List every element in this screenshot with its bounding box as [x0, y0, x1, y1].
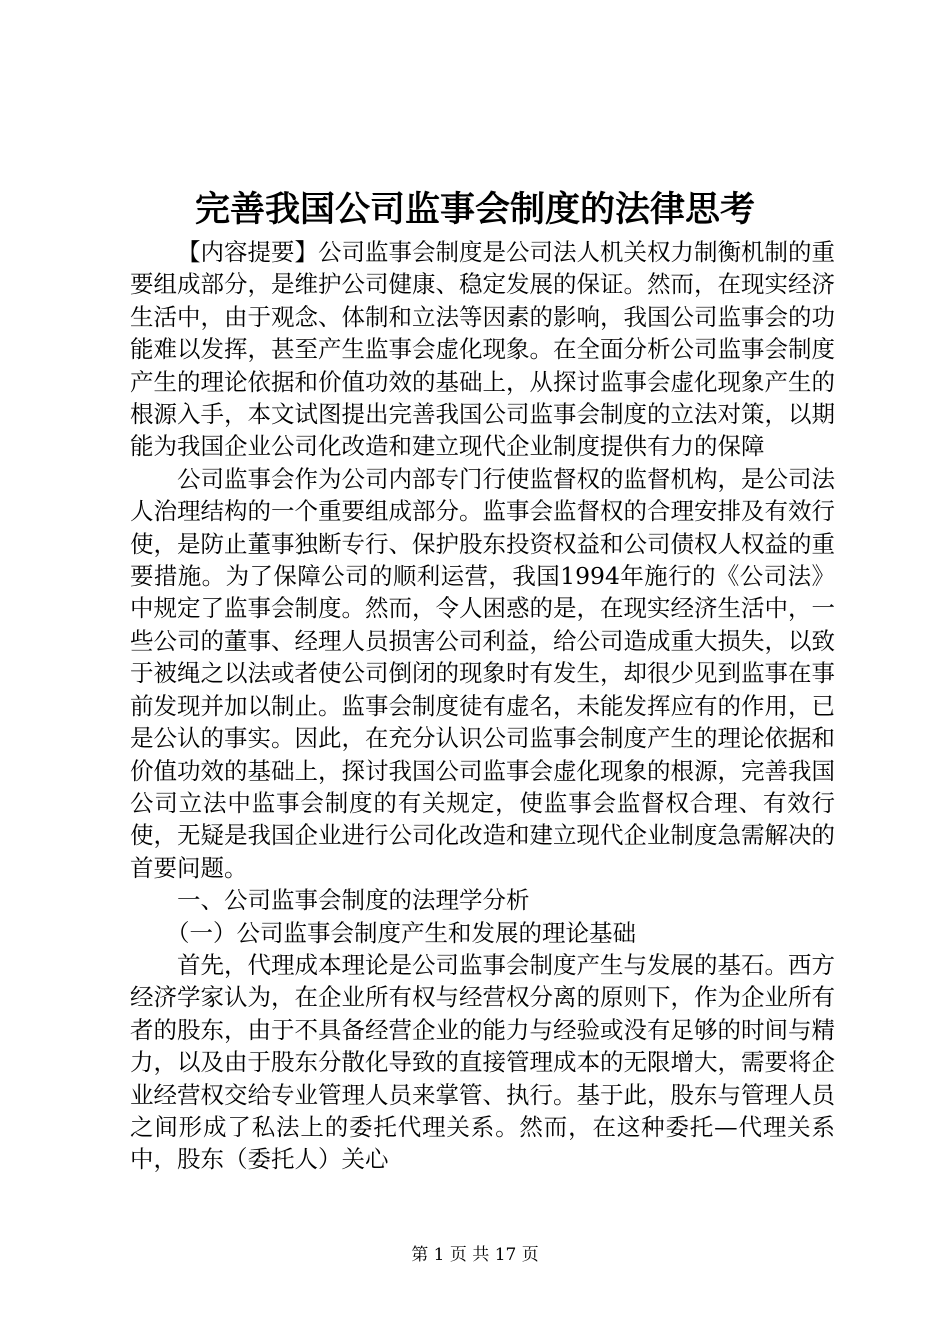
section-heading: 一、公司监事会制度的法理学分析: [177, 886, 530, 915]
page-footer: 第 1 页 共 17 页: [411, 1245, 539, 1265]
document-title: 完善我国公司监事会制度的法律思考: [194, 189, 755, 230]
abstract-paragraph: 【内容提要】公司监事会制度是公司法人机关权力制衡机制的重要组成部分，是维护公司健康、稳定发展的保证。然而，在现实经济生活中，由于观念、体制和立法等因素的影响，我国公司监事会的功能难以发挥，甚至产生监事会虚化现象。在全面分析公司监事会制度产生的理论依据和价值功效的基础上，从探讨监事会虚化现象产生的根源入手，本文试图提出完善我国公司监事会制度的立法对策，以期能为我国企业公司化改造和建立现代企业制度提供有力的保障: [130, 238, 835, 461]
body-paragraph: 首先，代理成本理论是公司监事会制度产生与发展的基石。西方经济学家认为，在企业所有权与经营权分离的原则下，作为企业所有者的股东，由于不具备经营企业的能力与经验或没有足够的时间与精力，以及由于股东分散化导致的直接管理成本的无限增大，需要将企业经营权交给专业管理人员来掌管、执行。基于此，股东与管理人员之间形成了私法上的委托代理关系。然而，在这种委托—代理关系中，股东（委托人）关心: [130, 950, 835, 1174]
subsection-heading: （一）公司监事会制度产生和发展的理论基础: [166, 918, 636, 947]
document-body: [130, 236, 835, 1176]
intro-paragraph: 公司监事会作为公司内部专门行使监督权的监督机构，是公司法人治理结构的一个重要组成部分。监事会监督权的合理安排及有效行使，是防止董事独断专行、保护股东投资权益和公司债权人权益的重要措施。为了保障公司的顺利运营，我国1994年施行的《公司法》中规定了监事会制度。然而，令人困惑的是，在现实经济生活中，一些公司的董事、经理人员损害公司利益，给公司造成重大损失，以致于被绳之以法或者使公司倒闭的现象时有发生，却很少见到监事在事前发现并加以制止。监事会制度徒有虚名，未能发挥应有的作用，已是公认的事实。因此，在充分认识公司监事会制度产生的理论依据和价值功效的基础上，探讨我国公司监事会虚化现象的根源，完善我国公司立法中监事会制度的有关规定，使监事会监督权合理、有效行使，无疑是我国企业进行公司化改造和建立现代企业制度急需解决的首要问题。: [130, 464, 835, 882]
